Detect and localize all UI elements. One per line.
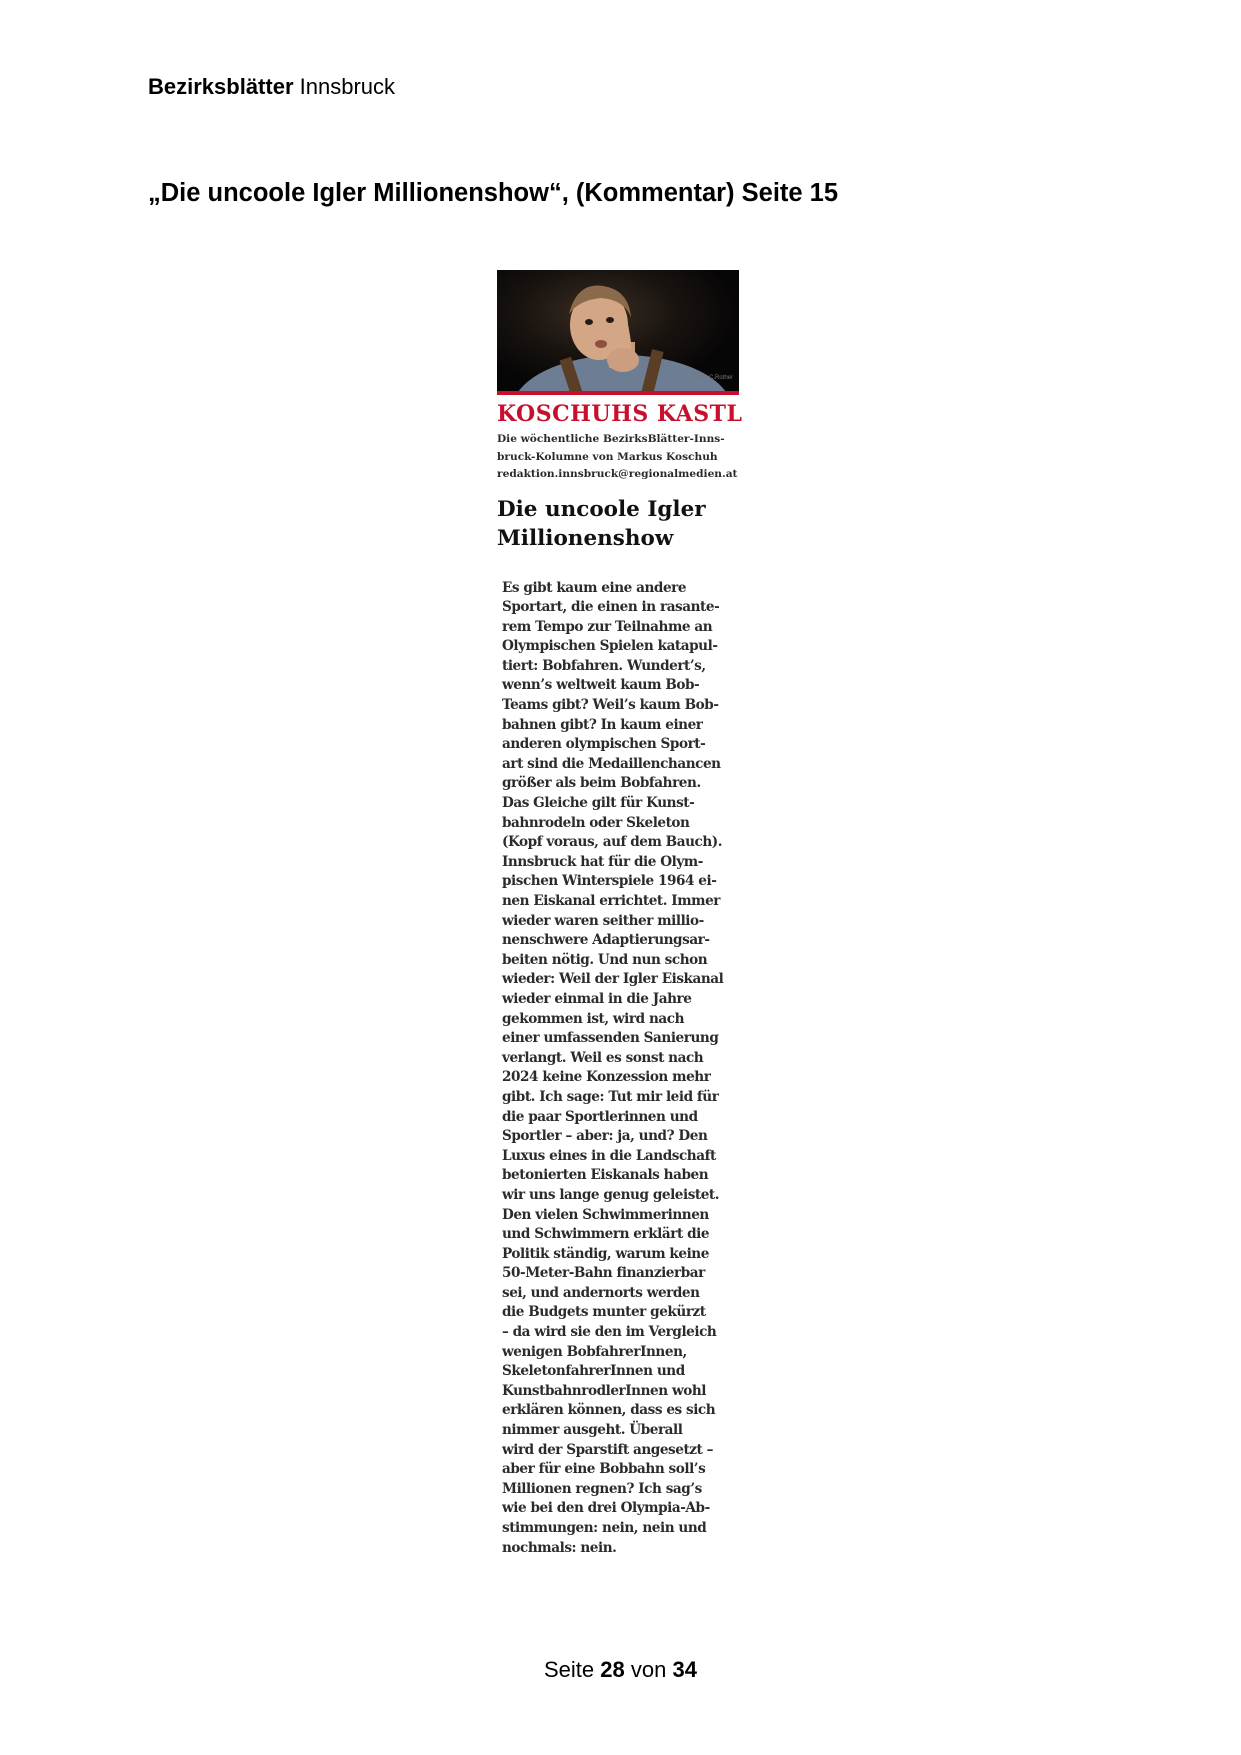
body-line: stimmungen: nein, nein und (502, 1520, 707, 1536)
body-line: Politik ständig, warum keine (502, 1245, 709, 1262)
article-headline (497, 495, 739, 553)
body-line: und Schwimmern erklärt die (502, 1226, 710, 1243)
body-line: wie bei den drei Olympia-Ab- (502, 1500, 710, 1517)
headline-line: Die uncoole Igler (497, 496, 706, 522)
current-page-number: 28 (600, 1657, 625, 1682)
body-line: größer als beim Bobfahren. (502, 775, 701, 792)
body-line: bahnrodeln oder Skeleton (502, 814, 690, 831)
body-line: Teams gibt? Weil’s kaum Bob- (502, 697, 719, 714)
publication-name: Bezirksblätter (148, 74, 294, 99)
intro-line: bruck-Kolumne von Markus Koschuh (497, 450, 718, 463)
publication-header (148, 73, 395, 101)
photo-credit: Foto: C.Rother (693, 375, 733, 381)
body-line: nimmer ausgeht. Überall (502, 1422, 683, 1439)
author-photo (497, 270, 739, 391)
page-label: Seite (544, 1657, 595, 1682)
body-line: betonierten Eiskanals haben (502, 1167, 709, 1184)
body-line: gekommen ist, wird nach (502, 1010, 685, 1027)
body-line: wieder waren seither millio- (502, 912, 704, 929)
body-line: Sportart, die einen in rasante- (502, 599, 720, 616)
body-line: wieder einmal in die Jahre (502, 990, 692, 1007)
body-line: die Budgets munter gekürzt (502, 1304, 706, 1321)
publication-region: Innsbruck (299, 74, 396, 99)
body-line: wir uns lange genug geleistet. (502, 1186, 720, 1203)
body-line: gibt. Ich sage: Tut mir leid für (502, 1088, 719, 1105)
body-line: beiten nötig. Und nun schon (502, 951, 708, 968)
body-line: KunstbahnrodlerInnen wohl (502, 1382, 706, 1399)
body-line: 50-Meter-Bahn finanzierbar (502, 1265, 705, 1282)
body-line: verlangt. Weil es sonst nach (502, 1049, 704, 1066)
body-line: Es gibt kaum eine andere (502, 579, 687, 596)
red-rule (497, 391, 739, 395)
body-line: art sind die Medaillenchancen (502, 755, 721, 772)
body-line: nen Eiskanal errichtet. Immer (502, 893, 720, 909)
body-line: Innsbruck hat für die Olym- (502, 853, 703, 870)
body-line: wird der Sparstift angesetzt – (502, 1441, 714, 1458)
document-title: „Die uncoole Igler Millionenshow“, (Kommentar) Seite 15 (148, 179, 839, 207)
body-line: wenigen BobfahrerInnen, (502, 1343, 687, 1360)
body-line: SkeletonfahrerInnen und (502, 1363, 685, 1380)
intro-line: Die wöchentliche BezirksBlätter-Inns- (497, 433, 725, 445)
body-line: Olympischen Spielen katapul- (502, 638, 718, 655)
body-line: bahnen gibt? In kaum einer (502, 716, 703, 733)
column-name: KOSCHUHS KASTL (497, 401, 743, 427)
intro-email: redaktion.innsbruck@regionalmedien.at (497, 468, 738, 480)
body-line: einer umfassenden Sanierung (502, 1030, 719, 1047)
body-line: pischen Winterspiele 1964 ei- (502, 873, 717, 890)
newspaper-clipping (497, 270, 743, 1558)
body-line: nochmals: nein. (502, 1539, 617, 1556)
body-line: (Kopf voraus, auf dem Bauch). (502, 834, 723, 851)
headline-line: Millionenshow (497, 525, 674, 551)
body-line: Den vielen Schwimmerinnen (502, 1206, 709, 1223)
article-body (502, 579, 739, 1559)
body-line: 2024 keine Konzession mehr (502, 1069, 711, 1086)
body-line: – da wird sie den im Vergleich (502, 1324, 717, 1341)
body-line: tiert: Bobfahren. Wundert’s, (502, 657, 706, 674)
body-line: Das Gleiche gilt für Kunst- (502, 795, 695, 812)
body-line: wieder: Weil der Igler Eiskanal (502, 971, 724, 988)
body-line: anderen olympischen Sport- (502, 736, 706, 753)
author-photo-illustration (497, 270, 739, 391)
body-line: Millionen regnen? Ich sag’s (502, 1480, 702, 1497)
body-line: nenschwere Adaptierungsar- (502, 932, 710, 949)
total-pages-number: 34 (672, 1657, 697, 1682)
body-line: rem Tempo zur Teilnahme an (502, 618, 713, 635)
body-line: sei, und andernorts werden (502, 1284, 700, 1301)
body-line: Luxus eines in die Landschaft (502, 1147, 716, 1164)
page-footer (0, 1656, 1241, 1684)
page-of-label: von (630, 1657, 667, 1682)
column-intro (497, 431, 739, 484)
body-line: erklären können, dass es sich (502, 1402, 716, 1419)
body-line: aber für eine Bobbahn soll’s (502, 1461, 706, 1478)
body-line: Sportler – aber: ja, und? Den (502, 1128, 708, 1145)
body-line: die paar Sportlerinnen und (502, 1108, 698, 1125)
body-line: wenn’s weltweit kaum Bob- (502, 677, 700, 694)
